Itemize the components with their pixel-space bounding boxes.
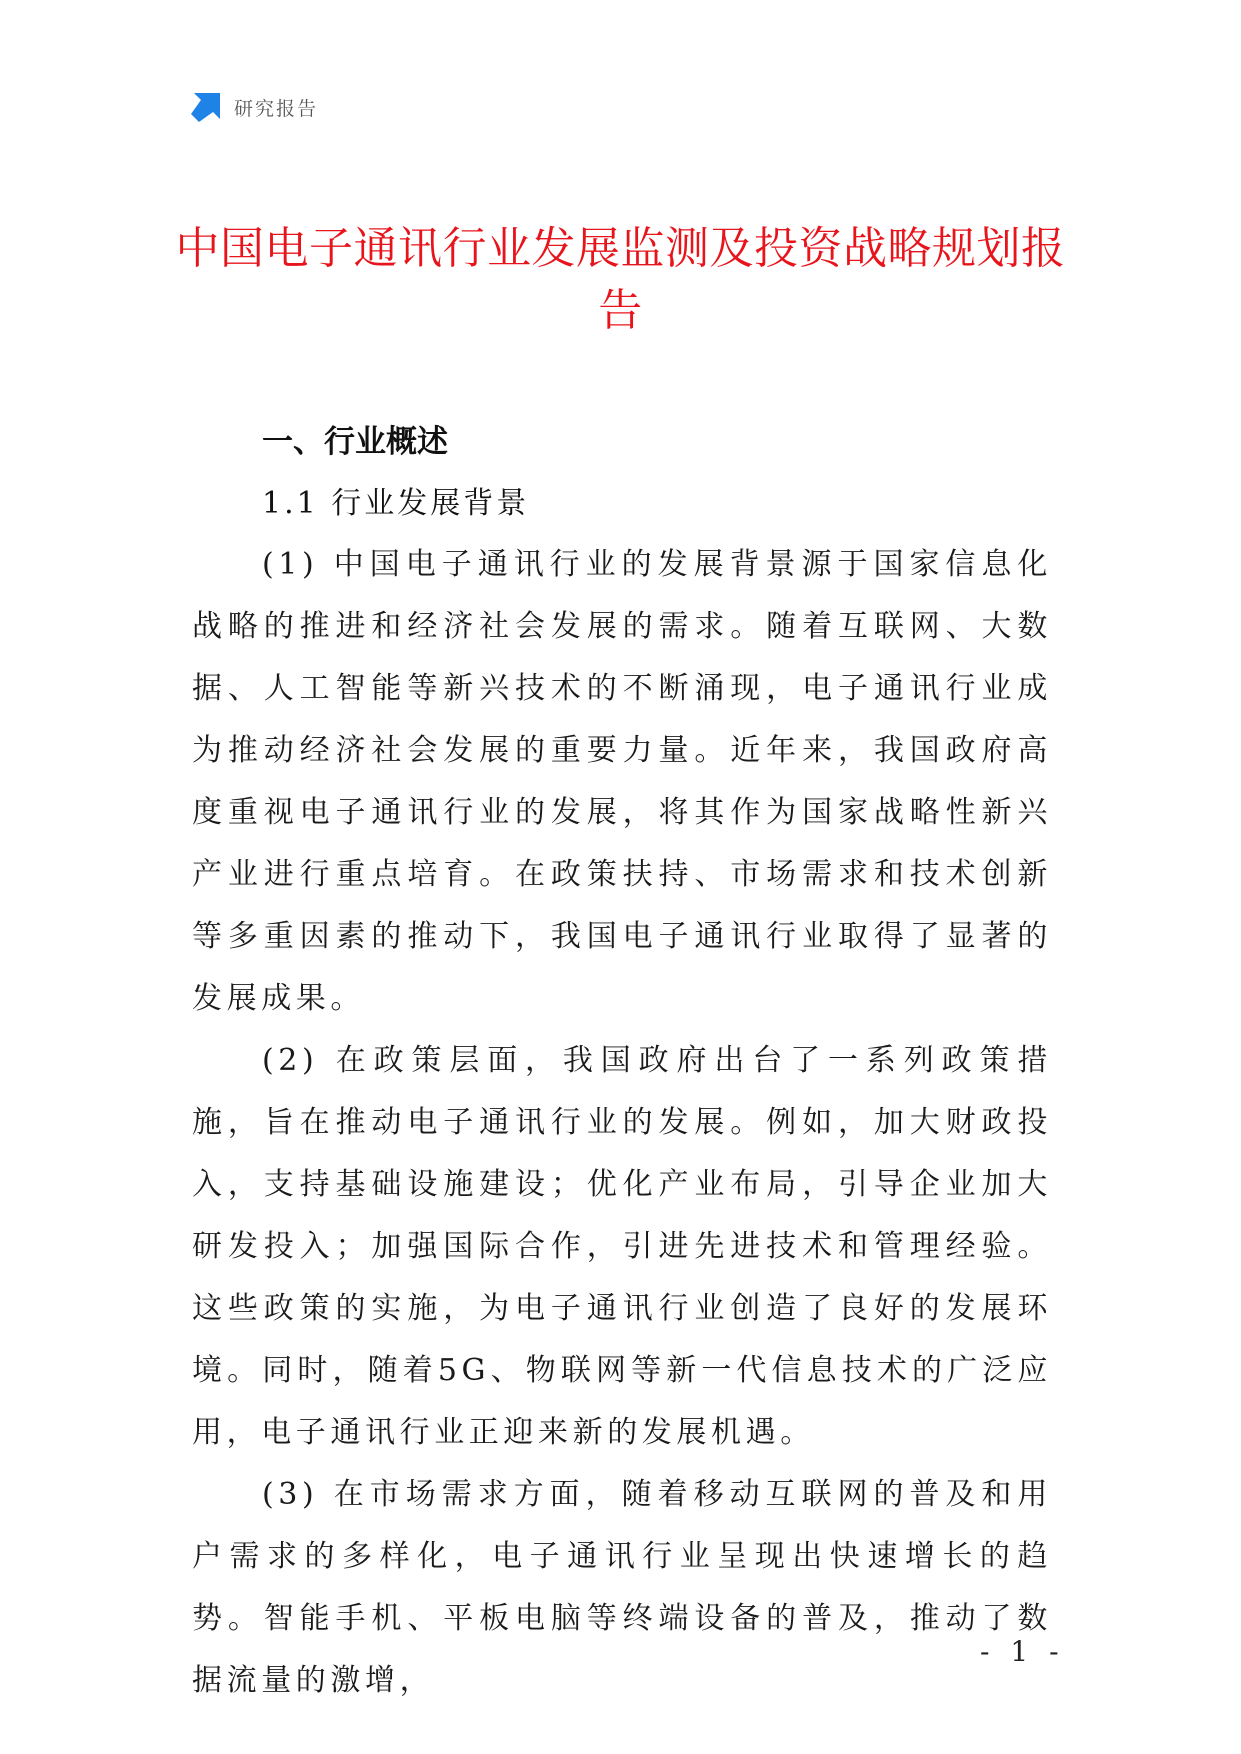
body-text — [192, 534, 1052, 1712]
paragraph-2: (2) 在政策层面，我国政府出台了一系列政策措施，旨在推动电子通讯行业的发展。例如，加大财政投入，支持基础设施建设；优化产业布局，引导企业加大研发投入；加强国际合作，引进先进技术和管理经验。这些政策的实施，为电子通讯行业创造了良好的发展环境。同时，随着5G、物联网等新一代信息技术的广泛应用，电子通讯行业正迎来新的发展机遇。 — [192, 1043, 1052, 1450]
subsection-heading: 1.1 行业发展背景 — [262, 486, 530, 521]
paragraph-1: (1) 中国电子通讯行业的发展背景源于国家信息化战略的推进和经济社会发展的需求。随着互联网、大数据、人工智能等新兴技术的不断涌现，电子通讯行业成为推动经济社会发展的重要力量。近年来，我国政府高度重视电子通讯行业的发展，将其作为国家战略性新兴产业进行重点培育。在政策扶持、市场需求和技术创新等多重因素的推动下，我国电子通讯行业取得了显著的发展成果。 — [192, 547, 1052, 1016]
header-label: 研究报告 — [234, 97, 319, 120]
page-number: - 1 - — [980, 1635, 1065, 1668]
document-title: 中国电子通讯行业发展监测及投资战略规划报告 — [175, 223, 1066, 336]
section-heading: 一、行业概述 — [262, 424, 448, 460]
arrow-up-right-icon — [190, 91, 222, 123]
page-header — [190, 92, 318, 122]
paragraph-3: (3) 在市场需求方面，随着移动互联网的普及和用户需求的多样化，电子通讯行业呈现出快速增长的趋势。智能手机、平板电脑等终端设备的普及，推动了数据流量的激增， — [192, 1477, 1052, 1698]
